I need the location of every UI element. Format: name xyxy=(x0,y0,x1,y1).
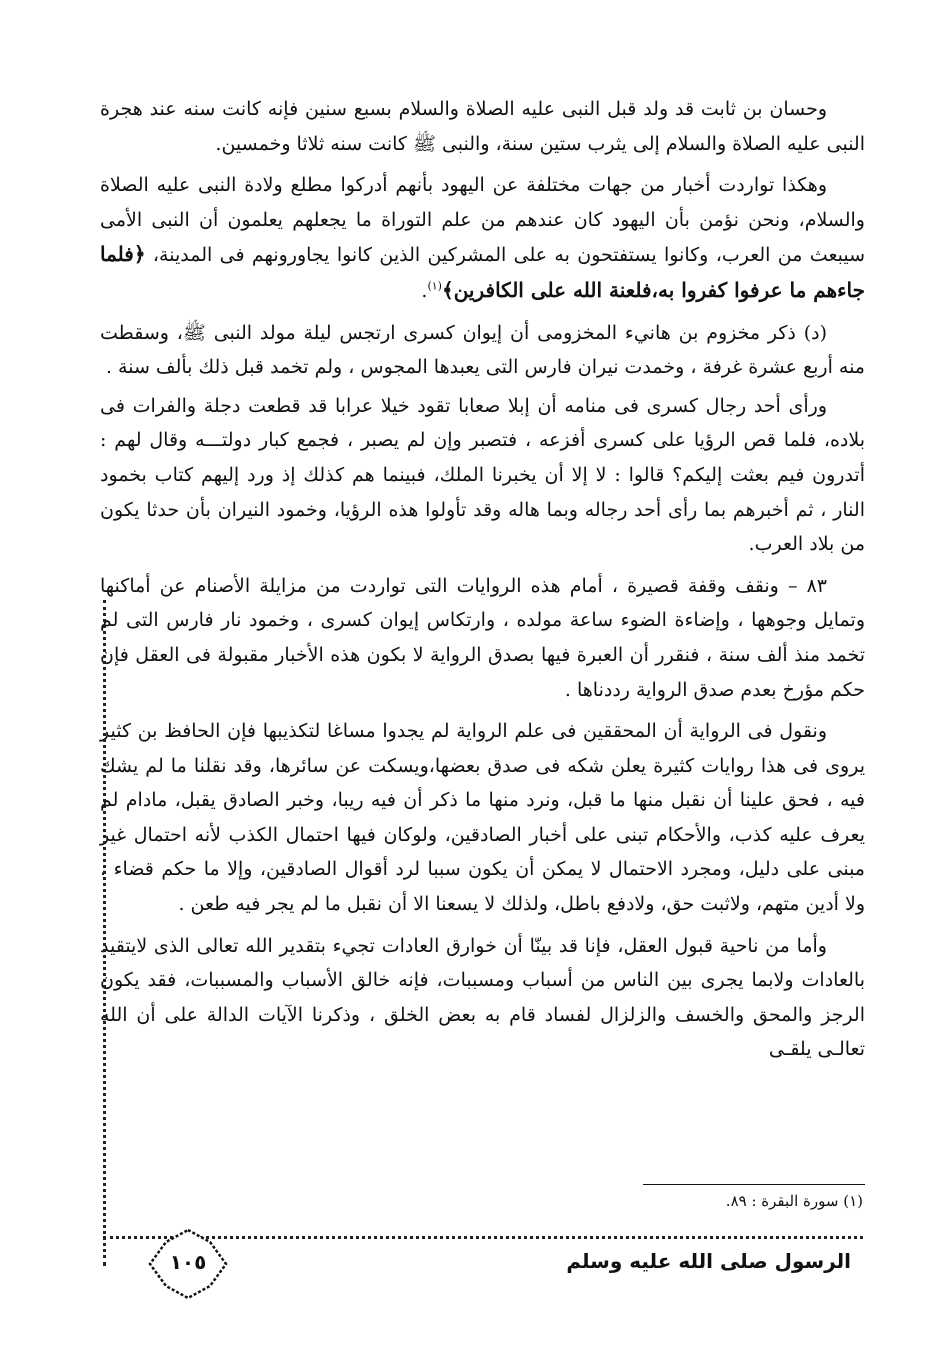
paragraph-hassan: وحسان بن ثابت قد ولد قبل النبى عليه الصلاة والسلام بسبع سنين فإنه كانت سنه عند هجرة النبى عليه الصلاة والسلام إلى يثرب ستين سنة، والنبى ﷺ كانت سنه ثلاثا وخمسين. xyxy=(100,98,865,155)
frame-corner-rule xyxy=(103,1236,106,1266)
margin-dotted-rule xyxy=(103,600,106,1240)
footnote: (١) سورة البقرة : ٨٩. xyxy=(725,1192,863,1210)
paragraph-jews-text: وهكذا تواردت أخبار من جهات مختلفة عن اليهود بأنهم أدركوا مطلع ولادة النبى عليه الصلاة والسلام، ونحن نؤمن بأن اليهود كان عندهم من علم التوراة ما يجعلهم يعلمون أن النبى الأمى سيبعث من العرب، وكانوا يستفتحون به على المشركين الذين كانوا يجاورونهم فى المدينة، xyxy=(100,174,865,267)
paragraph-reason: وأما من ناحية قبول العقل، فإنا قد بينّا أن خوارق العادات تجيء بتقدير الله تعالى الذى لايتقيد بالعادات ولابما يجرى بين الناس من أسباب ومسببات، فإنه خالق الأسباب والمسببات، فقد يكون الرجز والمحق والخسف والزلزال لفساد قام به بعض الخلق ، وذكرنا الآيات الدالة على أن الله تعالـى يلقـى xyxy=(100,934,865,1061)
footnote-marker: (١) xyxy=(427,279,442,293)
paragraph-83: ٨٣ – ونقف وقفة قصيرة ، أمام هذه الروايات التى تواردت من مزايلة الأصنام عن أماكنها وتمايل وجوهها ، وإضاءة الضوء ساعة مولده ، وارتكاس إيوان كسرى ، وخمود نار فارس التى لم تخمد منذ ألف سنة ، فنقرر أن العبرة فيها بصدق الرواية لا بكون هذه الأخبار مقبولة فى العقل فإن حكم مؤرخ بعدم صدق الرواية رددناها . xyxy=(100,574,865,701)
paragraph-narration: ونقول فى الرواية أن المحققين فى علم الرواية لم يجدوا مساغا لتكذيبها فإن الحافظ بن كثير يروى فى هذا روايات كثيرة يعلن شكه فى صدق بعضها،ويسكت عن سائرها، وقد نقلنا ما لم يشك فيه ، فحق علينا أن نقبل منها ما قبل، ونرد منها ما ذكر أن فيه ريبا، وخبر الصادق يقبل، مادام لم يعرف عليه كذب، والأحكام تبنى على أخبار الصادقين، ولوكان فيها احتمال الكذب لأنه احتمال غير مبنى على دليل، ومجرد الاحتمال لا يمكن أن يكون سببا لرد أقوال الصادقين، وإلا ما حكم قضاء ، ولا أدين متهم، ولاثبت حق، ولادفع باطل، ولذلك لا يسعنا الا أن نقبل ما لم يجر فيه طعن . xyxy=(100,720,865,916)
running-title: الرسول صلى الله عليه وسلم xyxy=(566,1249,851,1273)
paragraph-kisra-dream: ورأى أحد رجال كسرى فى منامه أن إبلا صعابا تقود خيلا عرابا قد قطعت دجلة والفرات فى بلاده، فلما قص الرؤيا على كسرى أفزعه ، فتصبر وإن لم يصبر ، فجمع كبار دولتـــه وقال لهم : أتدرون فيم بعثت إليكم؟ قالوا : لا إلا أن يخبرنا الملك، فبينما هم كذلك إذ ورد إليهم كتاب بخمود النار ، ثم أخبرهم بما رأى أحد رجاله وبما هاله وقد تأولوا هذه الرؤيا، وخمود النيران بأن حدثا يكون من بلاد العرب. xyxy=(100,394,865,556)
paragraph-jews-knowledge: وهكذا تواردت أخبار من جهات مختلفة عن اليهود بأنهم أدركوا مطلع ولادة النبى عليه الصلاة والسلام، ونحن نؤمن بأن اليهود كان عندهم من علم التوراة ما يجعلهم يعلمون أن النبى الأمى سيبعث من العرب، وكانوا يستفتحون به على المشركين الذين كانوا يجاورونهم فى المدينة، ﴿فلما جاءهم ما عرفوا كفروا به،فلعنة الله على الكافرين﴾$^{(١)}$. xyxy=(100,174,865,302)
paragraph-makhzum: (د) ذكر مخزوم بن هانيء المخزومى أن إيوان كسرى ارتجس ليلة مولد النبى ﷺ، وسقطت منه أربع عشرة غرفة ، وخمدت نيران فارس التى يعبدها المجوس ، ولم تخمد قبل ذلك بألف سنة . xyxy=(100,321,865,379)
page-number: ١٠٥ xyxy=(169,1250,207,1274)
quran-verse: ﴿فلما جاءهم ما عرفوا كفروا به،فلعنة الله على الكافرين﴾ xyxy=(100,242,865,302)
footnote-separator xyxy=(643,1184,865,1185)
main-text xyxy=(100,92,865,1074)
